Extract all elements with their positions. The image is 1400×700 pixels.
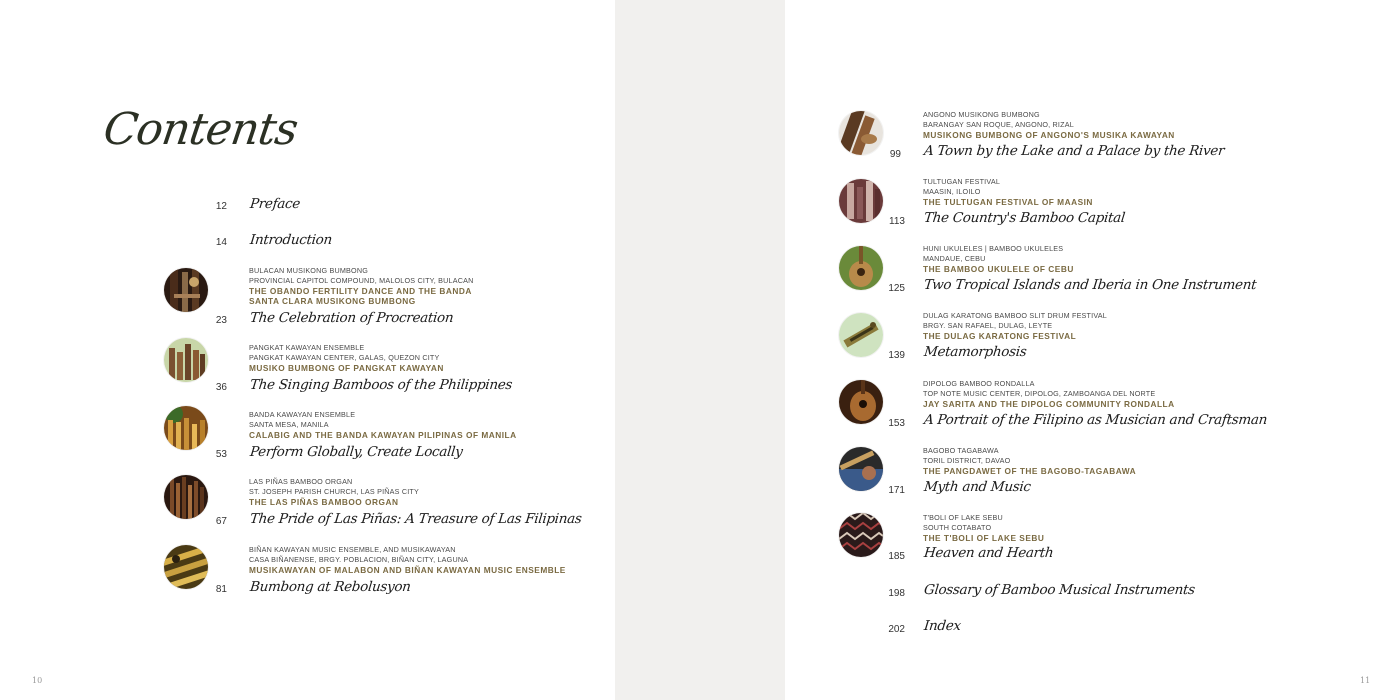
entry-meta: TULTUGAN FESTIVAL bbox=[923, 177, 1001, 186]
entry-meta: T'BOLI OF LAKE SEBU bbox=[923, 513, 1003, 522]
page-number: 12 bbox=[215, 201, 227, 212]
entry-title[interactable]: A Portrait of the Filipino as Musician and Craftsman bbox=[923, 412, 1268, 428]
entry-title[interactable]: Two Tropical Islands and Iberia in One Instrument bbox=[923, 277, 1258, 293]
entry-title[interactable]: The Country's Bamboo Capital bbox=[923, 210, 1126, 226]
entry-meta: ANGONO MUSIKONG BUMBONG bbox=[923, 110, 1040, 119]
page-number: 198 bbox=[888, 588, 905, 599]
entry-title-preface[interactable]: Preface bbox=[249, 196, 301, 212]
folio-left: 10 bbox=[32, 676, 43, 685]
entry-title[interactable]: The Singing Bamboos of the Philippines bbox=[249, 377, 513, 393]
entry-heading: THE OBANDO FERTILITY DANCE AND THE BANDA bbox=[249, 286, 472, 296]
entry-heading: THE LAS PIÑAS BAMBOO ORGAN bbox=[249, 497, 399, 507]
entry-meta: BAGOBO TAGABAWA bbox=[923, 446, 999, 455]
entry-title[interactable]: Metamorphosis bbox=[923, 344, 1028, 360]
entry-meta: CASA BIÑANENSE, BRGY. POBLACION, BIÑAN CITY, LAGUNA bbox=[249, 555, 469, 564]
entry-meta: DULAG KARATONG BAMBOO SLIT DRUM FESTIVAL bbox=[923, 311, 1107, 320]
bamboo-instrument-photo bbox=[164, 545, 208, 589]
entry-meta: MAASIN, ILOILO bbox=[923, 187, 981, 196]
page-number: 67 bbox=[215, 516, 227, 527]
entry-meta: BARANGAY SAN ROQUE, ANGONO, RIZAL bbox=[923, 120, 1074, 129]
entry-meta: BANDA KAWAYAN ENSEMBLE bbox=[249, 410, 356, 419]
entry-heading: THE PANGDAWET OF THE BAGOBO-TAGABAWA bbox=[923, 466, 1137, 476]
bamboo-band-photo bbox=[164, 268, 208, 312]
entry-title[interactable]: Myth and Music bbox=[923, 479, 1032, 495]
page-number: 53 bbox=[215, 449, 227, 460]
entry-title[interactable]: Perform Globally, Create Locally bbox=[249, 444, 464, 460]
page-number: 153 bbox=[888, 418, 905, 429]
entry-meta: ST. JOSEPH PARISH CHURCH, LAS PIÑAS CITY bbox=[249, 487, 420, 496]
entry-heading: THE BAMBOO UKULELE OF CEBU bbox=[923, 264, 1074, 274]
book-gutter bbox=[615, 0, 785, 700]
entry-meta: TORIL DISTRICT, DAVAO bbox=[923, 456, 1011, 465]
page-number: 99 bbox=[889, 149, 901, 160]
entry-heading: MUSIKO BUMBONG OF PANGKAT KAWAYAN bbox=[249, 363, 444, 373]
entry-title[interactable]: Heaven and Hearth bbox=[923, 545, 1055, 561]
right-page bbox=[785, 0, 1400, 700]
entry-heading: THE TULTUGAN FESTIVAL OF MAASIN bbox=[923, 197, 1093, 207]
entry-meta: BULACAN MUSIKONG BUMBONG bbox=[249, 266, 369, 275]
entry-meta: MANDAUE, CEBU bbox=[923, 254, 986, 263]
entry-heading: JAY SARITA AND THE DIPOLOG COMMUNITY RONDALLA bbox=[923, 399, 1175, 409]
page-number: 171 bbox=[888, 485, 905, 496]
entry-meta: TOP NOTE MUSIC CENTER, DIPOLOG, ZAMBOANGA DEL NORTE bbox=[923, 389, 1156, 398]
page-number: 36 bbox=[215, 382, 227, 393]
page-number: 81 bbox=[215, 584, 227, 595]
page-number: 139 bbox=[888, 350, 905, 361]
contents-title: Contents bbox=[100, 104, 301, 155]
entry-title[interactable]: A Town by the Lake and a Palace by the River bbox=[923, 143, 1226, 159]
entry-meta: BRGY. SAN RAFAEL, DULAG, LEYTE bbox=[923, 321, 1053, 330]
page-number: 14 bbox=[215, 237, 227, 248]
bamboo-tubes-photo bbox=[164, 338, 208, 382]
page-number: 125 bbox=[888, 283, 905, 294]
page-number: 185 bbox=[888, 551, 905, 562]
entry-title[interactable]: Bumbong at Rebolusyon bbox=[249, 579, 412, 595]
entry-heading: MUSIKAWAYAN OF MALABON AND BIÑAN KAWAYAN MUSIC ENSEMBLE bbox=[249, 565, 566, 575]
entry-meta: DIPOLOG BAMBOO RONDALLA bbox=[923, 379, 1035, 388]
entry-meta: SOUTH COTABATO bbox=[923, 523, 992, 532]
entry-title-introduction[interactable]: Introduction bbox=[249, 232, 333, 248]
page-number: 23 bbox=[215, 315, 227, 326]
entry-heading: SANTA CLARA MUSIKONG BUMBONG bbox=[249, 296, 416, 306]
entry-meta: SANTA MESA, MANILA bbox=[249, 420, 329, 429]
left-page bbox=[0, 0, 615, 700]
entry-meta: LAS PIÑAS BAMBOO ORGAN bbox=[249, 477, 353, 486]
entry-meta: PROVINCIAL CAPITOL COMPOUND, MALOLOS CITY, BULACAN bbox=[249, 276, 474, 285]
entry-heading: THE DULAG KARATONG FESTIVAL bbox=[923, 331, 1077, 341]
entry-meta: PANGKAT KAWAYAN CENTER, GALAS, QUEZON CITY bbox=[249, 353, 440, 362]
entry-title[interactable]: The Pride of Las Piñas: A Treasure of Las Filipinas bbox=[249, 511, 583, 527]
entry-meta: HUNI UKULELES | BAMBOO UKULELES bbox=[923, 244, 1064, 253]
page-number: 113 bbox=[889, 216, 905, 227]
entry-heading: CALABIG AND THE BANDA KAWAYAN PILIPINAS OF MANILA bbox=[249, 430, 517, 440]
bamboo-organ-photo bbox=[164, 475, 208, 519]
entry-heading: MUSIKONG BUMBONG OF ANGONO'S MUSIKA KAWAYAN bbox=[923, 130, 1175, 140]
folio-right: 11 bbox=[1360, 676, 1371, 685]
bamboo-xylophone-photo bbox=[164, 406, 208, 450]
page-number: 202 bbox=[888, 624, 905, 635]
entry-meta: PANGKAT KAWAYAN ENSEMBLE bbox=[249, 343, 365, 352]
entry-title-glossary[interactable]: Glossary of Bamboo Musical Instruments bbox=[923, 582, 1196, 598]
entry-meta: BIÑAN KAWAYAN MUSIC ENSEMBLE, AND MUSIKAWAYAN bbox=[249, 545, 456, 554]
entry-heading: THE T'BOLI OF LAKE SEBU bbox=[923, 533, 1045, 543]
entry-title-index[interactable]: Index bbox=[923, 618, 962, 634]
entry-title[interactable]: The Celebration of Procreation bbox=[249, 310, 455, 326]
